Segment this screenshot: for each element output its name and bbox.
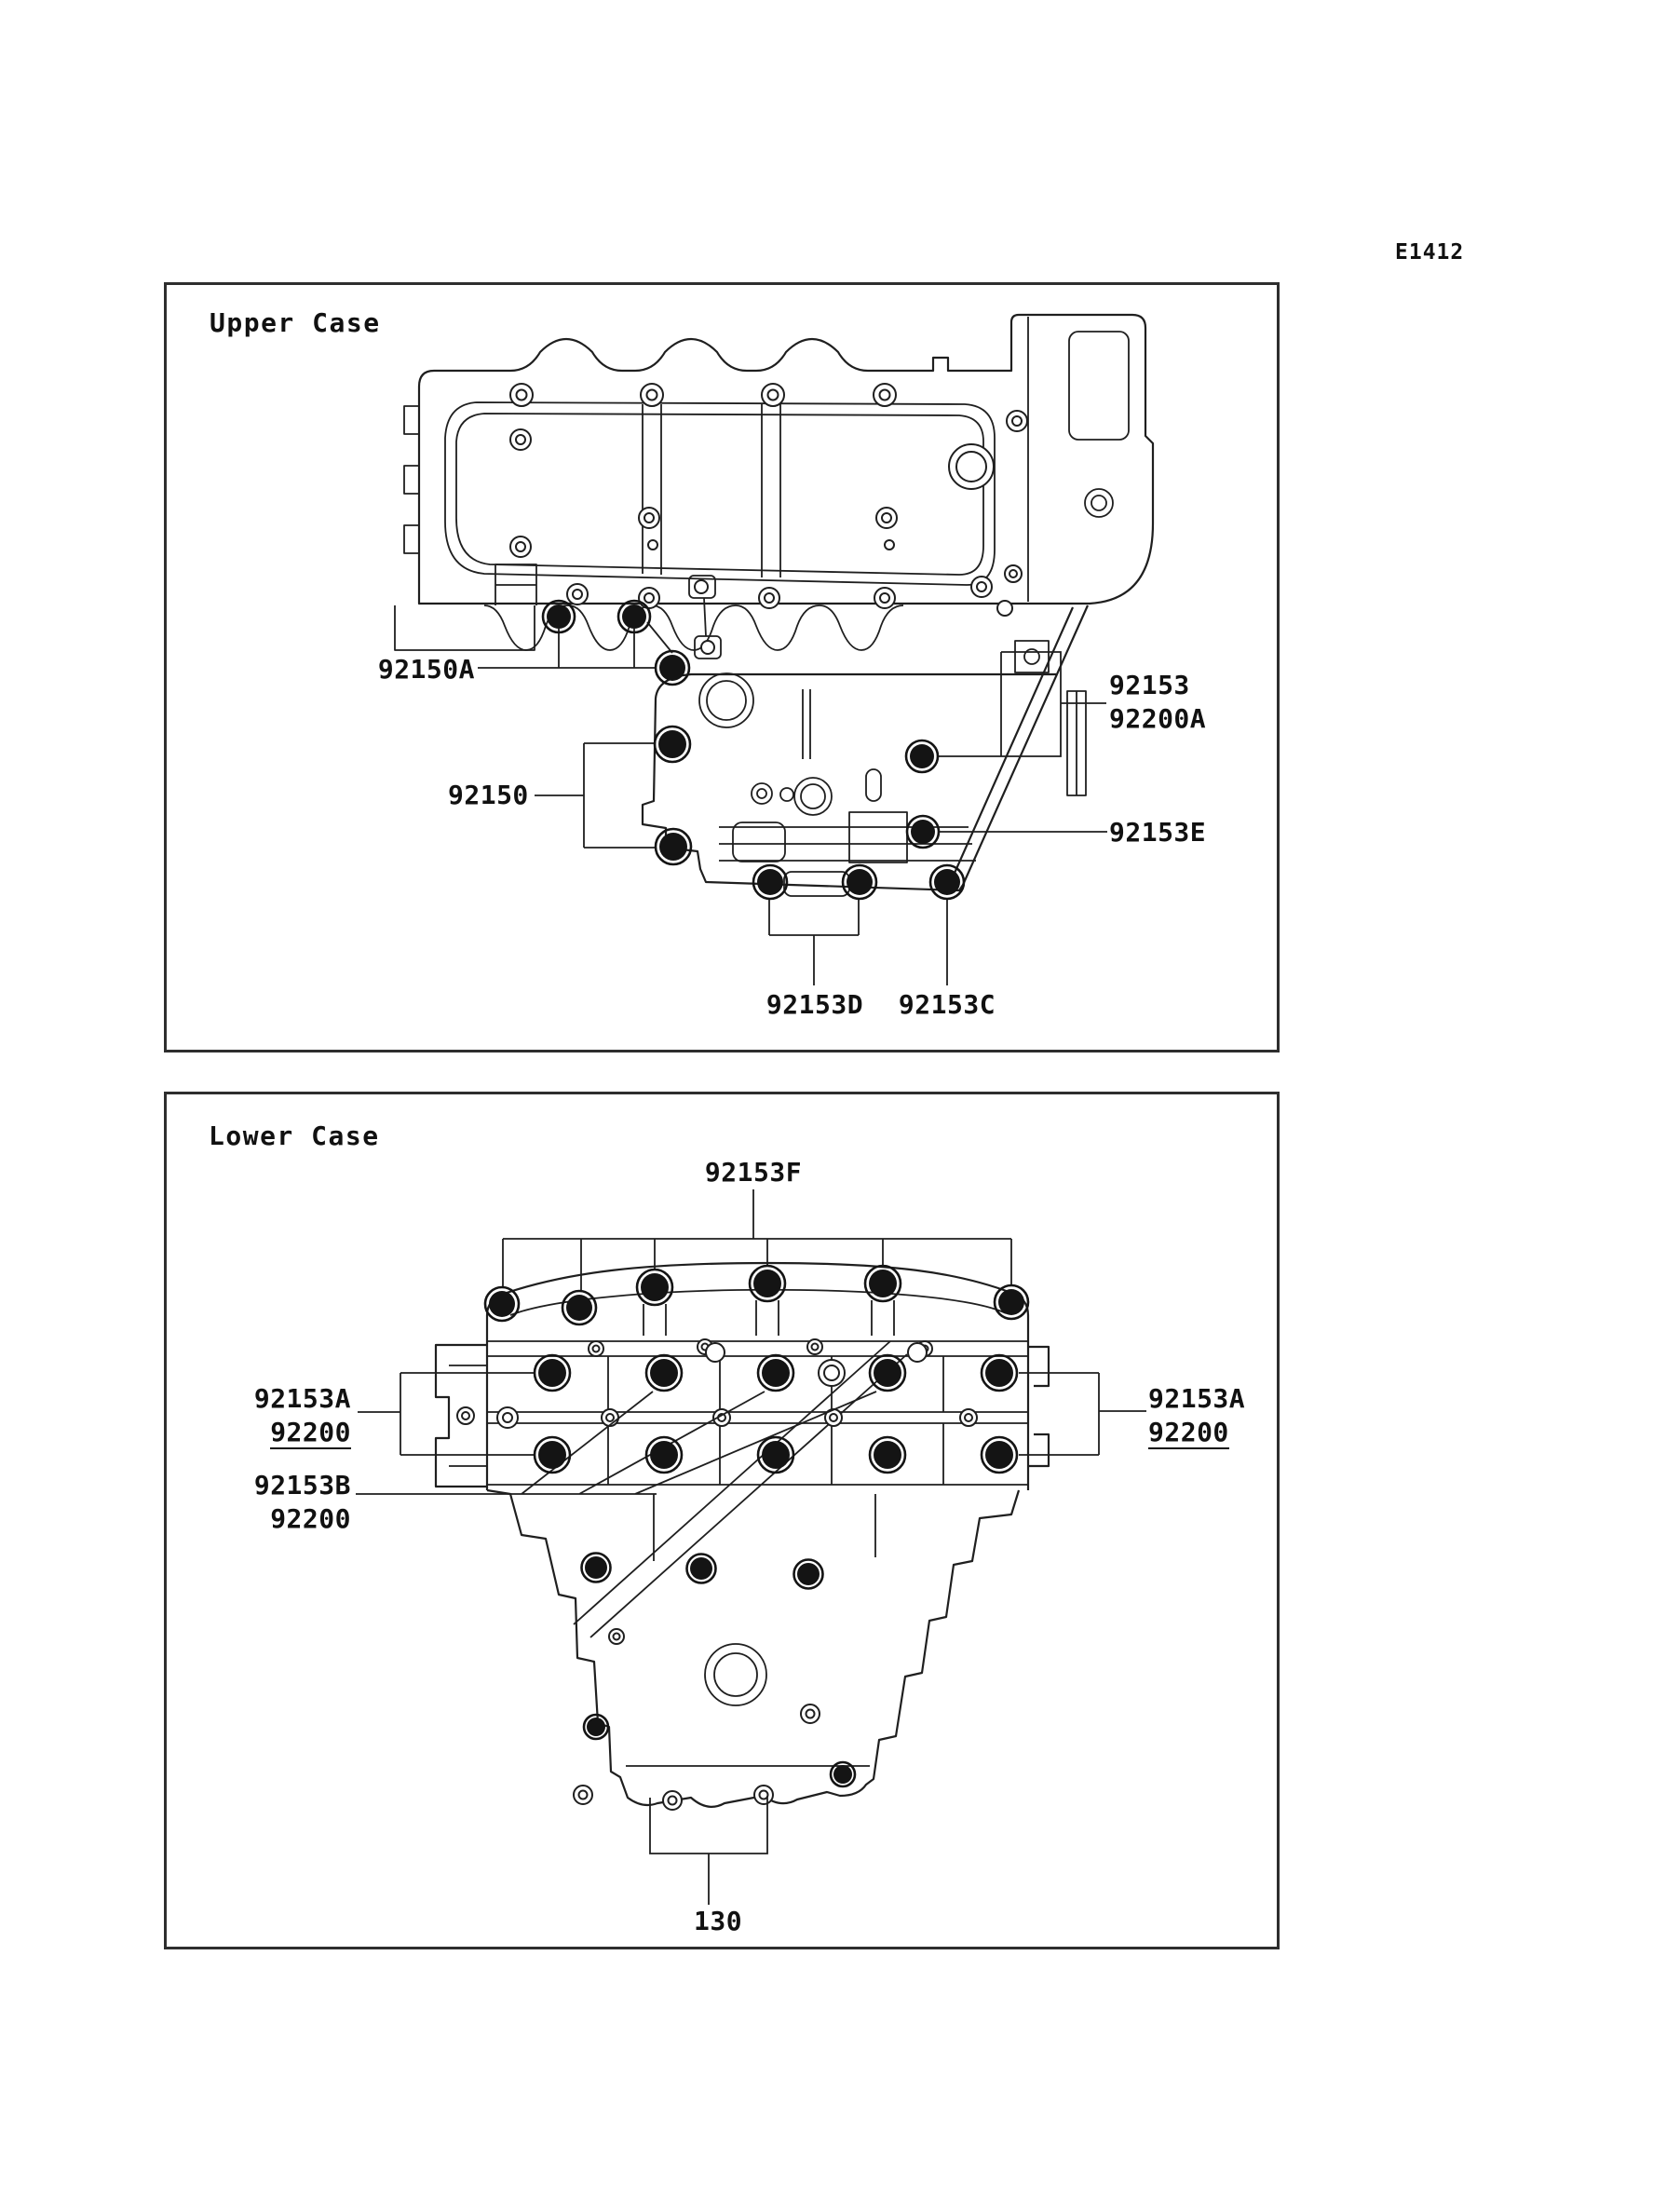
part-label-92153c — [890, 988, 1004, 1022]
upper-case-title: Upper Case — [210, 307, 381, 338]
part-label-92150a — [371, 653, 475, 686]
part-number: 130 — [694, 1906, 743, 1936]
lower-case-title: Lower Case — [209, 1120, 380, 1151]
upper-callout-bolts — [543, 601, 964, 899]
part-number: 92153B — [253, 1470, 351, 1501]
part-label-92153a-92200-right — [1148, 1382, 1269, 1449]
part-label-92153-92200a — [1109, 669, 1206, 736]
part-number: 92200 — [1148, 1417, 1229, 1447]
part-number: 92153A — [253, 1383, 351, 1414]
part-number: 92150 — [448, 780, 529, 810]
lower-bolt-holes — [497, 1339, 977, 1810]
lower-callout-bolts — [485, 1266, 1028, 1786]
part-label-92153f — [698, 1156, 809, 1189]
deck-bolt-holes — [510, 384, 1027, 654]
part-number: 92153C — [898, 989, 996, 1020]
part-number: 92153A — [1148, 1383, 1246, 1414]
upper-leader-lines — [478, 634, 1107, 985]
part-number: 92153E — [1109, 817, 1207, 848]
part-label-92150 — [448, 779, 529, 812]
lower-case-outline — [436, 1263, 1049, 1810]
part-number: 92150A — [377, 654, 475, 685]
document-code: E1412 — [1395, 240, 1465, 265]
part-label-130 — [694, 1905, 742, 1938]
part-label-92153e — [1109, 816, 1206, 849]
part-number: 92153D — [765, 989, 864, 1020]
part-label-92153a-92200-left — [244, 1382, 351, 1449]
part-number: 92153F — [704, 1157, 803, 1188]
part-number: 92153 — [1109, 670, 1190, 700]
part-label-92153d — [758, 988, 872, 1022]
part-number: 92200 — [270, 1417, 351, 1447]
upper-case-diagram — [164, 282, 1280, 1052]
part-number: 92200A — [1109, 703, 1207, 734]
part-label-92153b-92200 — [244, 1469, 351, 1536]
part-number: 92200 — [270, 1503, 351, 1534]
